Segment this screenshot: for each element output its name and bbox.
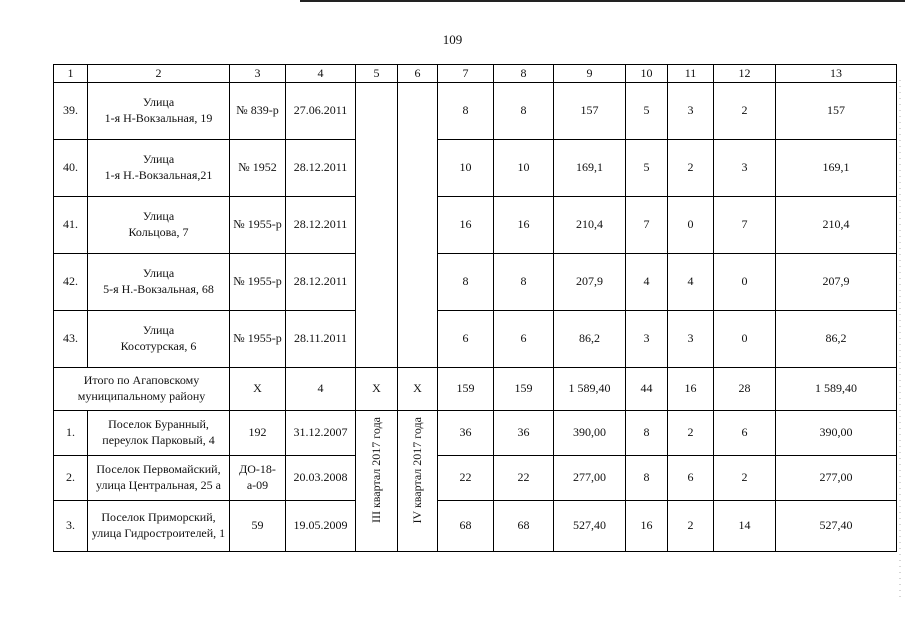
doc-cell: № 1955-р [230,311,286,368]
date-cell: 28.11.2011 [286,311,356,368]
value-cell: 2 [668,501,714,552]
value-cell: 0 [668,197,714,254]
total-cell: 159 [494,368,554,411]
row-number: 42. [54,254,88,311]
quarter-cell [398,411,438,552]
address-cell [88,83,230,140]
address-line: Поселок Буранный, [108,417,209,432]
address-line: Улица [142,209,175,224]
header-cell: 1 [54,65,88,83]
date-cell: 20.03.2008 [286,456,356,501]
value-cell: 0 [714,254,776,311]
header-cell: 9 [554,65,626,83]
address-line: Кольцова, 7 [128,225,189,239]
value-cell: 5 [626,83,668,140]
date-cell: 28.12.2011 [286,254,356,311]
value-cell: 6 [438,311,494,368]
address-cell [88,140,230,197]
address-line: 1-я Н-Вокзальная, 19 [104,111,213,125]
address-line: Улица [142,323,175,338]
value-cell: 2 [668,140,714,197]
value-cell: 527,40 [554,501,626,552]
doc-cell: № 839-р [230,83,286,140]
value-cell: 390,00 [554,411,626,456]
value-cell: 2 [714,456,776,501]
header-cell: 4 [286,65,356,83]
value-cell: 16 [438,197,494,254]
address-line: переулок Парковый, 4 [102,433,215,447]
address-cell [88,197,230,254]
date-cell: 31.12.2007 [286,411,356,456]
address-line: улица Центральная, 25 а [96,478,221,492]
header-cell: 13 [776,65,897,83]
total-cell: 44 [626,368,668,411]
header-cell: 2 [88,65,230,83]
header-cell: 12 [714,65,776,83]
doc-cell: № 1952 [230,140,286,197]
value-cell: 8 [626,411,668,456]
value-cell: 527,40 [776,501,897,552]
doc-cell: № 1955-р [230,197,286,254]
header-cell: 3 [230,65,286,83]
value-cell: 16 [626,501,668,552]
value-cell: 157 [776,83,897,140]
value-cell: 16 [494,197,554,254]
value-cell: 5 [626,140,668,197]
table-row [54,254,897,311]
total-cell: Х [398,368,438,411]
header-cell: 7 [438,65,494,83]
header-cell: 6 [398,65,438,83]
total-cell: Х [230,368,286,411]
value-cell: 169,1 [554,140,626,197]
value-cell: 4 [668,254,714,311]
value-cell: 10 [494,140,554,197]
header-cell: 5 [356,65,398,83]
page-number: 109 [442,32,463,47]
value-cell: 2 [714,83,776,140]
value-cell: 210,4 [776,197,897,254]
doc-cell: 192 [230,411,286,456]
value-cell: 8 [438,254,494,311]
address-cell [88,254,230,311]
address-cell [88,456,230,501]
total-label-line: муниципальному району [77,389,206,403]
address-cell [88,311,230,368]
value-cell: 36 [438,411,494,456]
address-line: Косотурская, 6 [120,339,197,353]
address-cell [88,501,230,552]
doc-cell: ДО-18-а-09 [230,456,286,501]
col5-empty-cell [356,83,398,368]
doc-cell: 59 [230,501,286,552]
header-cell: 11 [668,65,714,83]
address-line: Улица [142,152,175,167]
data-table [53,64,897,552]
total-cell: 1 589,40 [554,368,626,411]
header-row [54,65,897,83]
total-cell: 159 [438,368,494,411]
table-row [54,83,897,140]
value-cell: 8 [438,83,494,140]
value-cell: 207,9 [776,254,897,311]
value-cell: 86,2 [554,311,626,368]
quarter-cell [356,411,398,552]
value-cell: 6 [494,311,554,368]
quarter-text: IV квартал 2017 года [409,417,424,524]
scan-noise-marks [899,80,901,600]
value-cell: 277,00 [776,456,897,501]
header-cell: 8 [494,65,554,83]
address-line: 5-я Н.-Вокзальная, 68 [103,282,214,296]
value-cell: 22 [438,456,494,501]
value-cell: 157 [554,83,626,140]
value-cell: 3 [668,83,714,140]
value-cell: 3 [626,311,668,368]
value-cell: 0 [714,311,776,368]
value-cell: 22 [494,456,554,501]
row-number: 41. [54,197,88,254]
col6-empty-cell [398,83,438,368]
value-cell: 36 [494,411,554,456]
address-line: 1-я Н.-Вокзальная,21 [104,168,213,182]
value-cell: 6 [668,456,714,501]
address-line: Улица [142,95,175,110]
total-label [54,368,230,411]
value-cell: 14 [714,501,776,552]
header-cell: 10 [626,65,668,83]
table-row [54,501,897,552]
row-number: 1. [54,411,88,456]
value-cell: 169,1 [776,140,897,197]
value-cell: 4 [626,254,668,311]
value-cell: 277,00 [554,456,626,501]
row-number: 43. [54,311,88,368]
value-cell: 2 [668,411,714,456]
row-number: 39. [54,83,88,140]
date-cell: 19.05.2009 [286,501,356,552]
total-label-line: Итого по Агаповскому [83,373,200,388]
table-row [54,140,897,197]
value-cell: 68 [438,501,494,552]
value-cell: 7 [626,197,668,254]
value-cell: 8 [626,456,668,501]
value-cell: 86,2 [776,311,897,368]
value-cell: 207,9 [554,254,626,311]
total-cell: 16 [668,368,714,411]
address-line: Поселок Приморский, [101,510,216,525]
value-cell: 3 [668,311,714,368]
value-cell: 210,4 [554,197,626,254]
value-cell: 6 [714,411,776,456]
value-cell: 10 [438,140,494,197]
date-cell: 28.12.2011 [286,140,356,197]
value-cell: 68 [494,501,554,552]
table-row [54,311,897,368]
address-line: Улица [142,266,175,281]
row-number: 40. [54,140,88,197]
table-row [54,197,897,254]
value-cell: 3 [714,140,776,197]
quarter-text: III квартал 2017 года [368,417,383,524]
top-rule [300,0,905,2]
total-cell: Х [356,368,398,411]
value-cell: 7 [714,197,776,254]
address-cell [88,411,230,456]
address-line: улица Гидростроителей, 1 [91,526,226,540]
total-cell: 1 589,40 [776,368,897,411]
value-cell: 8 [494,83,554,140]
date-cell: 27.06.2011 [286,83,356,140]
address-line: Поселок Первомайский, [96,462,221,477]
value-cell: 8 [494,254,554,311]
total-row [54,368,897,411]
doc-cell: № 1955-р [230,254,286,311]
table-row [54,456,897,501]
date-cell: 28.12.2011 [286,197,356,254]
row-number: 2. [54,456,88,501]
row-number: 3. [54,501,88,552]
table-row [54,411,897,456]
total-cell: 28 [714,368,776,411]
value-cell: 390,00 [776,411,897,456]
total-cell: 4 [286,368,356,411]
